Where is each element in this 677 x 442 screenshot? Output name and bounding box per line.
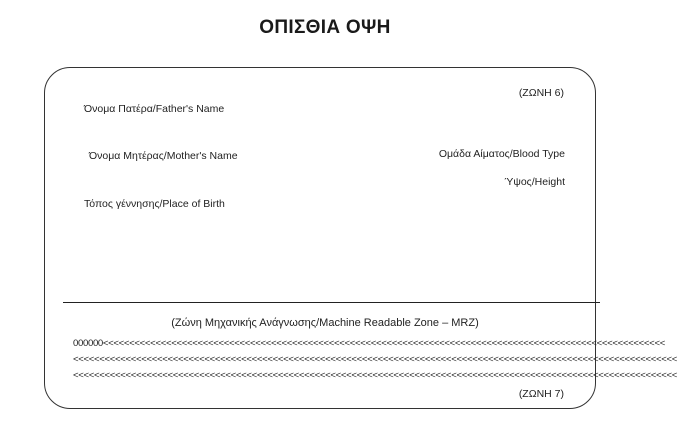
fathers-name-label: Όνομα Πατέρα/Father's Name	[84, 103, 225, 115]
mrz-divider	[63, 302, 600, 303]
zone-7-label: (ΖΩΝΗ 7)	[518, 388, 564, 400]
place-of-birth-label: Τόπος γέννησης/Place of Birth	[84, 198, 225, 210]
page-title: ΟΠΙΣΘΙΑ ΟΨΗ	[259, 17, 391, 38]
mrz-line-2: <<<<<<<<<<<<<<<<<<<<<<<<<<<<<<<<<<<<<<<<<<<<<<<<<<<<<<<<<<<<<<<<<<<<<<<<<<<<<<<<<<<<<<<<<<<<<<<<<<<<<<<<<<<<<<<<<<<	[73, 354, 677, 365]
blood-type-label: Ομάδα Αίματος/Blood Type	[438, 148, 565, 160]
mrz-line-1: 000000<<<<<<<<<<<<<<<<<<<<<<<<<<<<<<<<<<<<<<<<<<<<<<<<<<<<<<<<<<<<<<<<<<<<<<<<<<<<<<<<<<<<<<<<<<<<<<<<<<<<<<<<<<<	[73, 338, 665, 349]
mothers-name-label: Όνομα Μητέρας/Mother's Name	[89, 150, 238, 162]
mrz-line-3: <<<<<<<<<<<<<<<<<<<<<<<<<<<<<<<<<<<<<<<<<<<<<<<<<<<<<<<<<<<<<<<<<<<<<<<<<<<<<<<<<<<<<<<<<<<<<<<<<<<<<<<<<<<<<<<<<<<	[73, 370, 677, 381]
zone-6-label: (ΖΩΝΗ 6)	[518, 87, 564, 99]
height-label: Ύψος/Height	[504, 176, 565, 188]
mrz-zone-label: (Ζώνη Μηχανικής Ανάγνωσης/Machine Readable Zone – MRZ)	[171, 317, 479, 329]
